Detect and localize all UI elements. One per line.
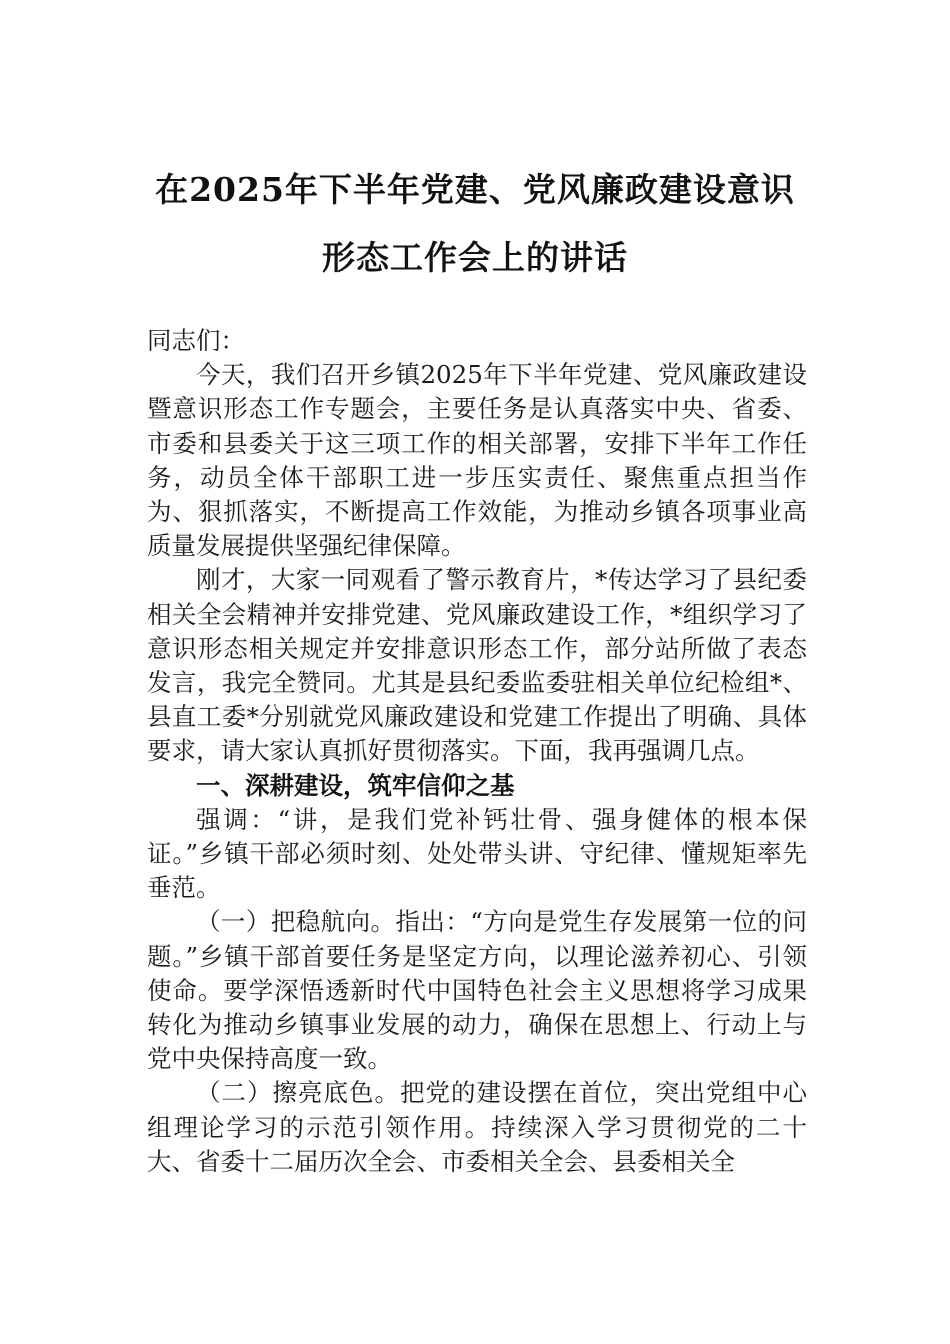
- section-1-item-1: （一）把稳航向。指出：“方向是党生存发展第一位的问题。”乡镇干部首要任务是坚定方向，以理论滋养初心、引领使命。要学深悟透新时代中国特色社会主义思想将学习成果转化为推动乡镇事业发展的动力，确保在思想上、行动上与党中央保持高度一致。: [147, 907, 807, 1074]
- document-title-line-2: 形态工作会上的讲话: [322, 238, 628, 277]
- paragraph-review: 刚才，大家一同观看了警示教育片，*传达学习了县纪委相关全会精神并安排党建、党风廉政建设工作，*组织学习了意识形态相关规定并安排意识形态工作，部分站所做了表态发言，我完全赞同。尤其是县纪委监委驻相关单位纪检组*、县直工委*分别就党风廉政建设和党建工作提出了明确、具体要求，请大家认真抓好贯彻落实。下面，我再强调几点。: [147, 565, 807, 766]
- section-1-paragraph: 强调：“讲，是我们党补钙壮骨、强身健体的根本保证。”乡镇干部必须时刻、处处带头讲、守纪律、懂规矩率先垂范。: [147, 804, 807, 903]
- paragraph-opening: 今天，我们召开乡镇2025年下半年党建、党风廉政建设暨意识形态工作专题会，主要任务是认真落实中央、省委、市委和县委关于这三项工作的相关部署，安排下半年工作任务，动员全体干部职工进一步压实责任、聚焦重点担当作为、狠抓落实，不断提高工作效能，为推动乡镇各项事业高质量发展提供坚强纪律保障。: [147, 360, 807, 561]
- section-1-item-2: （二）擦亮底色。把党的建设摆在首位，突出党组中心组理论学习的示范引领作用。持续深入学习贯彻党的二十大、省委十二届历次全会、市委相关全会、县委相关全: [147, 1078, 807, 1176]
- document-title-line-1: 在2025年下半年党建、党风廉政建设意识: [155, 170, 795, 209]
- document-body: [147, 324, 807, 1179]
- salutation: 同志们：: [147, 326, 245, 355]
- section-heading-1: 一、深耕建设，筑牢信仰之基: [196, 770, 515, 800]
